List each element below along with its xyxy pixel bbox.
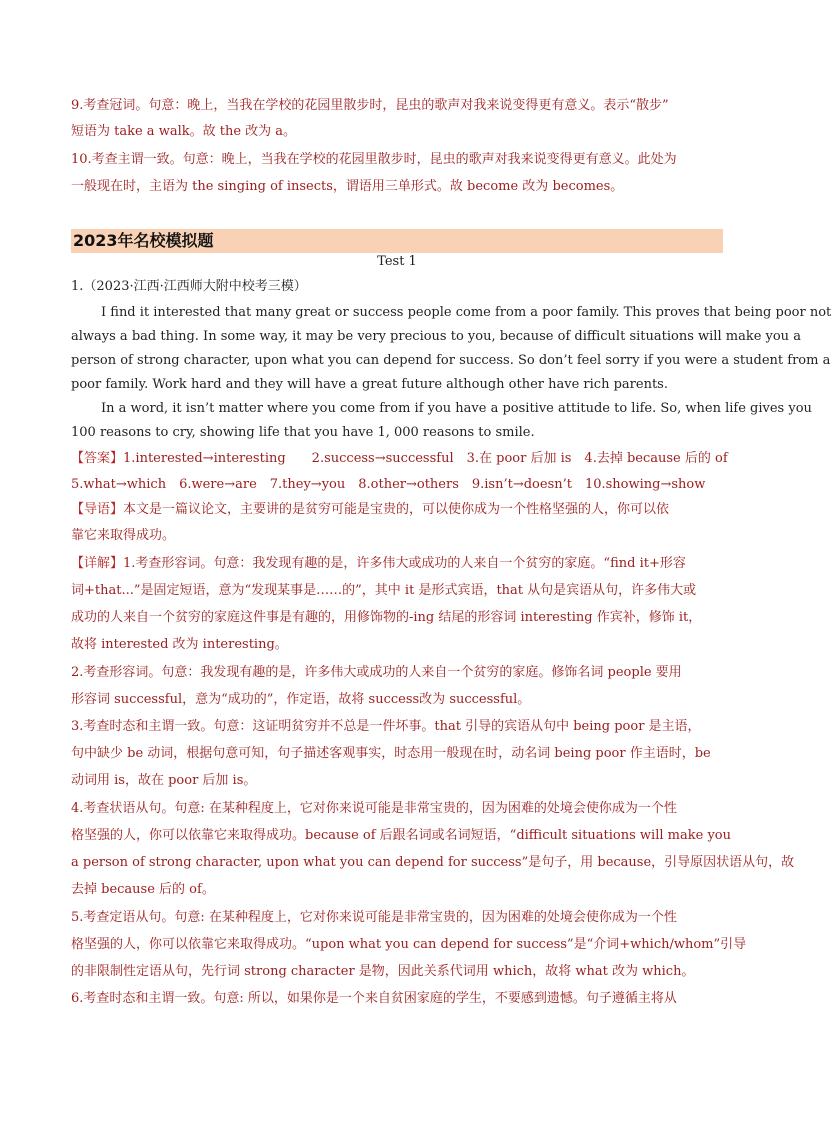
passage-line: I find it interested that many great or success people come from a poor family. This proves that being poor not [101, 305, 831, 320]
answer-line: 5.what→which 6.were→are 7.they→you 8.other→others 9.isn’t→doesn’t 10.showing→show [71, 477, 706, 492]
guide-line: 靠它来取得成功。 [71, 528, 176, 543]
detail-line: 2.考查形容词。句意：我发现有趣的是，许多伟大或成功的人来自一个贫穷的家庭。修饰名词 people 要用 [71, 665, 682, 680]
note-line: 一般现在时，主语为 the singing of insects，谓语用三单形式。故 become 改为 becomes。 [71, 179, 624, 194]
detail-line: 格坚强的人，你可以依靠它来取得成功。because of 后跟名词或名词短语，“difficult situations will make you [71, 828, 731, 843]
passage-line: 100 reasons to cry, showing life that you have 1, 000 reasons to smile. [71, 425, 535, 440]
detail-line: 6.考查时态和主谓一致。句意: 所以，如果你是一个来自贫困家庭的学生，不要感到遗憾。句子遵循主将从 [71, 991, 677, 1006]
detail-line: 5.考查定语从句。句意: 在某种程度上，它对你来说可能是非常宝贵的，因为困难的处境会使你成为一个性 [71, 910, 677, 925]
detail-line: 故将 interested 改为 interesting。 [71, 637, 288, 652]
answer-line [71, 448, 728, 470]
guide-line [71, 499, 723, 521]
question-header: 1.（2023·江西·江西师大附中校考三模） [71, 279, 307, 294]
answer-text: 1.interested→interesting 2.success→successful 3.在 poor 后加 is 4.去掉 because 后的 of [123, 451, 728, 466]
detail-line: 格坚强的人，你可以依靠它来取得成功。“upon what you can depend for success”是“介词+which/whom”引导 [71, 937, 747, 952]
detail-line: 4.考查状语从句。句意: 在某种程度上，它对你来说可能是非常宝贵的，因为困难的处境会使你成为一个性 [71, 801, 677, 816]
note-line: 10.考查主谓一致。句意：晚上，当我在学校的花园里散步时，昆虫的歌声对我来说变得更有意义。此处为 [71, 152, 677, 167]
detail-line: 形容词 successful，意为“成功的”，作定语，故将 success改为 successful。 [71, 692, 531, 707]
passage-line: poor family. Work hard and they will have a great future although other have rich parents. [71, 377, 668, 392]
answer-label: 【答案】 [71, 451, 124, 466]
note-line: 短语为 take a walk。故 the 改为 a。 [71, 124, 297, 139]
test-title: Test 1 [377, 254, 417, 269]
detail-line: 动词用 is，故在 poor 后加 is。 [71, 773, 257, 788]
detail-label: 【详解】 [71, 556, 124, 571]
detail-line: 去掉 because 后的 of。 [71, 882, 215, 897]
passage-line: person of strong character, upon what you can depend for success. So don’t feel sorry if you were a student from a [71, 353, 831, 368]
detail-line [71, 553, 723, 575]
passage-line: In a word, it isn’t matter where you come from if you have a positive attitude to life. So, when life gives you [101, 401, 812, 416]
guide-label: 【导语】 [71, 502, 124, 517]
detail-line: a person of strong character, upon what you can depend for success”是句子，用 because，引导原因状语从句，故 [71, 855, 795, 870]
detail-line: 3.考查时态和主谓一致。句意：这证明贫穷并不总是一件坏事。that 引导的宾语从句中 being poor 是主语， [71, 719, 701, 734]
detail-line: 成功的人来自一个贫穷的家庭这件事是有趣的，用修饰物的-ing 结尾的形容词 interesting 作宾补，修饰 it， [71, 610, 702, 625]
section-title: 2023年名校模拟题 [73, 231, 214, 250]
detail-line: 的非限制性定语从句，先行词 strong character 是物，因此关系代词用 which，故将 what 改为 which。 [71, 964, 695, 979]
detail-line: 句中缺少 be 动词，根据句意可知，句子描述客观事实，时态用一般现在时，动名词 being poor 作主语时，be [71, 746, 711, 761]
passage-line: always a bad thing. In some way, it may be very precious to you, because of difficult situations will make you a [71, 329, 801, 344]
note-line: 9.考查冠词。句意：晚上，当我在学校的花园里散步时，昆虫的歌声对我来说变得更有意义。表示“散步” [71, 98, 669, 113]
guide-text: 本文是一篇议论文，主要讲的是贫穷可能是宝贵的，可以使你成为一个性格坚强的人，你可以依 [123, 502, 670, 517]
detail-text: 1.考查形容词。句意：我发现有趣的是，许多伟大或成功的人来自一个贫穷的家庭。“find it+形容 [123, 556, 686, 571]
detail-line: 词+that...”是固定短语，意为“发现某事是……的”，其中 it 是形式宾语，that 从句是宾语从句，许多伟大或 [71, 583, 697, 598]
